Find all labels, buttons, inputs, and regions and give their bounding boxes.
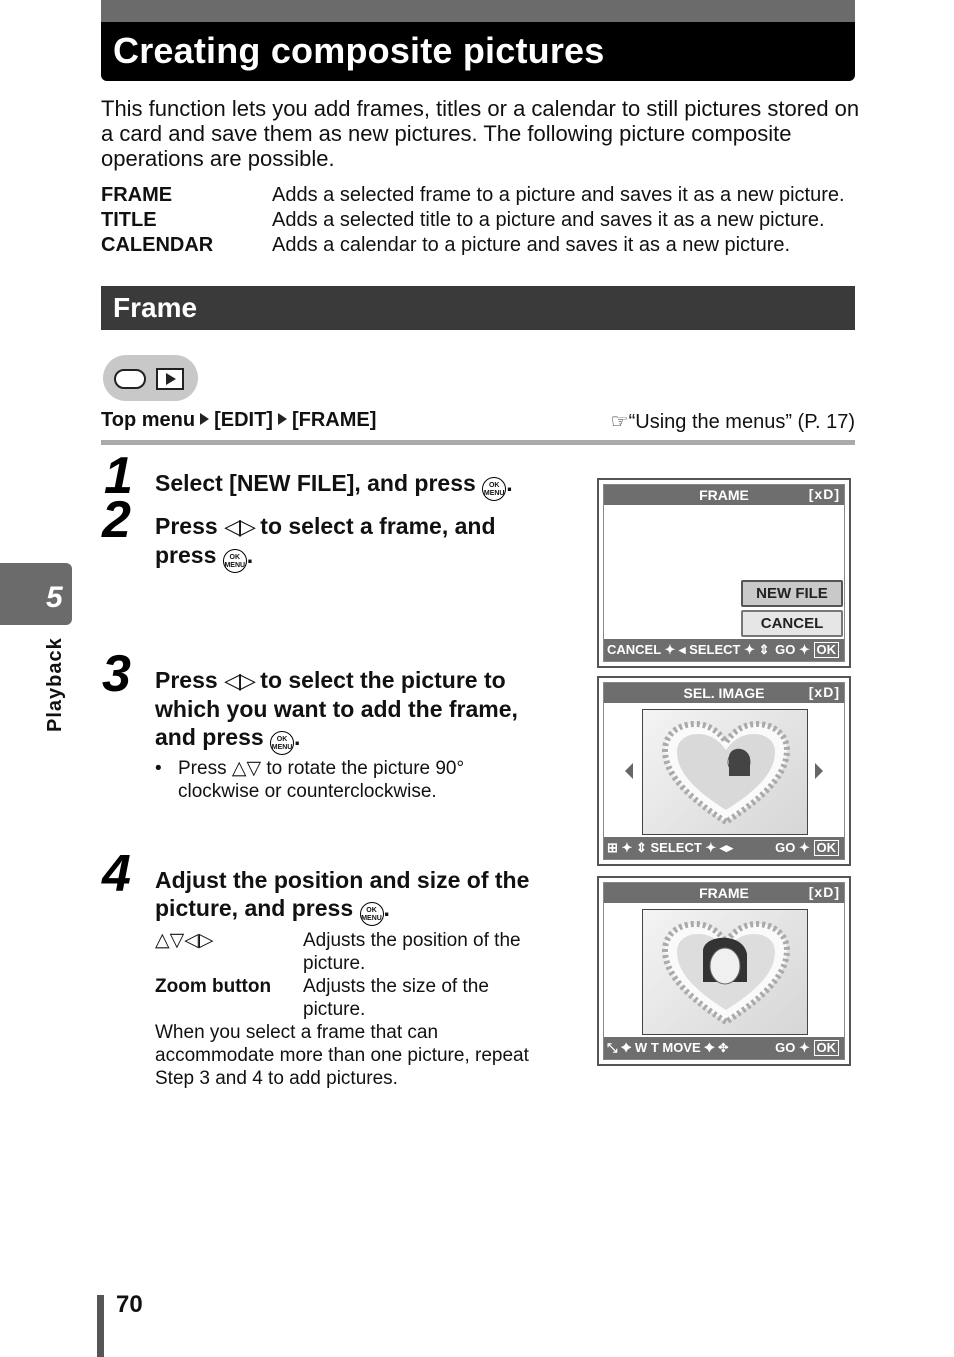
screen-footer <box>604 639 844 661</box>
path-top-menu: Top menu <box>101 409 196 431</box>
right-arrow-icon[interactable] <box>815 763 823 779</box>
options-table <box>101 183 861 258</box>
step-2-text: Press ◁▷ to select a frame, and press OK MENU. <box>155 512 555 573</box>
framed-photo <box>642 909 808 1035</box>
footer-hints: CANCEL ✦ ◂ SELECT ✦ ⇕ <box>607 642 770 657</box>
sub-desc: Adjusts the position of the picture. <box>303 930 521 974</box>
screen-frame-adjust <box>597 876 851 1066</box>
ok-icon: OK <box>814 642 840 658</box>
footer-go: GO ✦ OK <box>775 840 839 856</box>
step-3-text: Press ◁▷ to select the picture to which you want to add the frame, and press OK MENU. <box>155 666 550 755</box>
xd-card-icon: [xD] <box>808 486 840 502</box>
step-1-text: Select [NEW FILE], and press OK MENU. <box>155 469 555 501</box>
screen-header <box>604 485 844 505</box>
menu-path-text <box>101 409 376 432</box>
framed-photo <box>642 709 808 835</box>
option-row-calendar <box>101 233 861 258</box>
divider <box>101 440 855 445</box>
option-term: TITLE <box>101 209 157 231</box>
page-title: Creating composite pictures <box>113 30 605 71</box>
screen-select-image <box>597 676 851 866</box>
title-bar <box>101 0 855 81</box>
screen-footer <box>604 1037 844 1059</box>
mode-indicator <box>103 355 198 401</box>
triangle-right-icon <box>278 413 287 425</box>
step-number-1: 1 <box>104 447 133 505</box>
footer-hints: ⤡ ✦ W T MOVE ✦ ✥ <box>607 1040 729 1055</box>
step-3-bullet: • Press △▽ to rotate the picture 90° clockwise or counterclockwise. <box>155 758 465 802</box>
chapter-tab[interactable] <box>0 563 72 625</box>
step-number-2: 2 <box>102 491 131 549</box>
screen-header <box>604 883 844 903</box>
screen-title: FRAME <box>699 885 749 901</box>
footer-hints: ⊞ ✦ ⇕ SELECT ✦ ◂▸ <box>607 840 733 855</box>
ok-menu-button-icon: OK MENU <box>360 902 384 926</box>
sub-row <box>155 975 555 1021</box>
left-right-arrows-icon: ◁▷ <box>224 668 254 693</box>
ok-menu-button-icon: OK MENU <box>270 731 294 755</box>
screen-title: SEL. IMAGE <box>683 685 765 701</box>
xd-card-icon: [xD] <box>808 684 840 700</box>
screen-footer <box>604 837 844 859</box>
menu-path <box>101 409 855 437</box>
triangle-right-icon <box>200 413 209 425</box>
path-edit: [EDIT] <box>214 409 273 431</box>
title-top-strip <box>101 0 855 22</box>
new-file-button[interactable]: NEW FILE <box>741 580 843 607</box>
left-right-arrows-icon: ◁▷ <box>224 514 254 539</box>
sub-desc: Adjusts the size of the picture. <box>303 976 489 1020</box>
pointing-hand-icon: ☞ <box>610 411 629 433</box>
sub-row <box>155 929 555 975</box>
page-marker <box>97 1295 104 1357</box>
four-way-arrows-icon: △▽◁▷ <box>155 930 214 951</box>
footer-go: GO ✦ OK <box>775 642 839 658</box>
cancel-button[interactable]: CANCEL <box>741 610 843 637</box>
step-1-label: Select [NEW FILE], and press <box>155 470 476 496</box>
section-bar <box>101 286 855 330</box>
intro-paragraph: This function lets you add frames, titles or a calendar to still pictures stored on a card and save them as new pictures. The following picture composite operations are possible. <box>101 96 860 171</box>
step-4-note: When you select a frame that can accommodate more than one picture, repeat Step 3 and 4 to add pictures. <box>155 1022 529 1089</box>
path-frame: [FRAME] <box>291 409 377 431</box>
option-row-frame <box>101 183 861 208</box>
up-down-arrows-icon: △▽ <box>231 758 262 779</box>
ok-icon: OK <box>814 840 840 856</box>
screen-frame-menu <box>597 478 851 668</box>
option-row-title <box>101 208 861 233</box>
step-4-table <box>155 929 555 1090</box>
option-term: FRAME <box>101 184 173 206</box>
step-number-4: 4 <box>102 845 131 903</box>
option-desc: Adds a selected frame to a picture and saves it as a new picture. <box>272 184 845 206</box>
chapter-label: Playback <box>44 637 66 732</box>
xd-card-icon: [xD] <box>808 884 840 900</box>
ok-icon: OK <box>814 1040 840 1056</box>
ok-menu-button-icon: OK MENU <box>223 549 247 573</box>
bullet-mark: • <box>155 758 162 779</box>
screen-title: FRAME <box>699 487 749 503</box>
option-term: CALENDAR <box>101 234 214 256</box>
section-title: Frame <box>113 292 198 323</box>
heart-frame-icon <box>643 910 808 1035</box>
reference-link[interactable] <box>611 409 855 434</box>
heart-frame-icon <box>643 710 808 835</box>
option-desc: Adds a selected title to a picture and saves it as a new picture. <box>272 209 825 231</box>
step-number-3: 3 <box>102 645 131 703</box>
chapter-number: 5 <box>46 581 63 614</box>
mode-dial-icon <box>114 369 146 389</box>
playback-icon <box>156 368 184 390</box>
left-arrow-icon[interactable] <box>625 763 633 779</box>
footer-go: GO ✦ OK <box>775 1040 839 1056</box>
reference-text: “Using the menus” (P. 17) <box>628 411 855 433</box>
sub-term: Zoom button <box>155 976 272 997</box>
page-number: 70 <box>116 1291 143 1318</box>
step-4-text: Adjust the position and size of the picture, and press OK MENU. <box>155 866 545 926</box>
ok-menu-button-icon: OK MENU <box>482 477 506 501</box>
option-desc: Adds a calendar to a picture and saves it as a new picture. <box>272 234 791 256</box>
screen-header <box>604 683 844 703</box>
